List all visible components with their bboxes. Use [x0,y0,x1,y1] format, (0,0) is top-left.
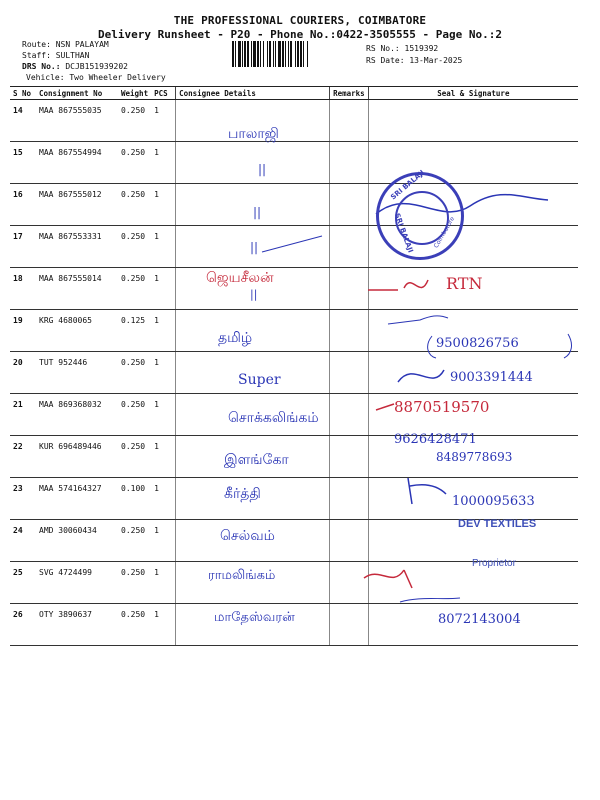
cell-consignment: MAA 867554994 [36,142,118,184]
cell-consignment: MAA 867555014 [36,268,118,310]
cell-pcs: 1 [151,478,176,520]
vehicle-label: Vehicle: Two Wheeler Delivery [26,73,166,82]
cell-weight: 0.250 [118,352,151,394]
runsheet-title: THE PROFESSIONAL COURIERS, COIMBATORE [173,14,427,27]
consignee-handwriting-24: செல்வம் [220,528,275,544]
cell-consignment: MAA 867555012 [36,184,118,226]
cell-consignment: OTY 3890637 [36,604,118,646]
cell-weight: 0.250 [118,394,151,436]
rs-date: RS Date: 13-Mar-2025 [366,56,463,65]
cell-sno: 14 [10,100,36,142]
cell-consignment: MAA 867555035 [36,100,118,142]
col-weight: Weight [118,87,151,100]
runsheet-subtitle: Delivery Runsheet - P20 - Phone No.:0422-3505555 - Page No.:2 [98,28,502,41]
cell-pcs: 1 [151,520,176,562]
phone-handwriting-22b: 8489778693 [436,450,513,464]
route-label: Route: NSN PALAYAM [22,40,109,49]
seal-ring-text: SRI BALAJI [389,168,427,202]
ditto-mark-17: || [250,240,259,254]
cell-consignment: AMD 30060434 [36,520,118,562]
cell-weight: 0.250 [118,520,151,562]
seal-ring-city-text: Coimbatore [432,215,457,250]
phone-handwriting-20: 9003391444 [450,370,533,385]
cell-consignment: KRG 4680065 [36,310,118,352]
cell-weight: 0.250 [118,184,151,226]
cell-pcs: 1 [151,394,176,436]
shop-seal-stamp [376,168,464,260]
phone-handwriting-21: 8870519570 [394,398,490,416]
col-consignment: Consignment No [36,87,118,100]
stamp-textiles: DEV TEXTILES [458,518,537,530]
col-pcs: PCS [151,87,176,100]
cell-pcs: 1 [151,310,176,352]
cell-sno: 25 [10,562,36,604]
phone-handwriting-26: 8072143004 [438,612,521,627]
phone-handwriting-19: 9500826756 [436,336,519,351]
col-consignee: Consignee Details [176,87,330,100]
red-sign-25 [364,570,412,588]
cell-sno: 19 [10,310,36,352]
col-sno: S No [10,87,36,100]
consignee-handwriting-14: பாலாஜி [228,126,279,142]
consignee-stroke-17 [262,236,322,252]
cell-consignment: SVG 4724499 [36,562,118,604]
cell-pcs: 1 [151,352,176,394]
phone-handwriting-23: 1000095633 [452,494,535,509]
seal-ring-side-text: SRI BALAJI [392,212,415,254]
cell-consignment: MAA 869368032 [36,394,118,436]
ditto-mark-15: || [258,162,267,176]
cell-sno: 21 [10,394,36,436]
remark-rtn: RTN [446,274,483,293]
cell-pcs: 1 [151,562,176,604]
stamp-proprietor: Proprietor [472,558,516,569]
consignee-handwriting-20: Super [238,372,281,388]
red-sign-18 [404,280,428,288]
phone-handwriting-22a: 9626428471 [394,432,477,447]
cell-weight: 0.250 [118,142,151,184]
consignee-handwriting-25: ராமலிங்கம் [208,568,276,583]
cell-sno: 22 [10,436,36,478]
cell-pcs: 1 [151,142,176,184]
cell-consignment: MAA 574164327 [36,478,118,520]
cell-consignment: TUT 952446 [36,352,118,394]
cell-sno: 16 [10,184,36,226]
cell-sno: 24 [10,520,36,562]
consignee-handwriting-21: சொக்கலிங்கம் [228,410,319,426]
drs-value: DCJB151939202 [65,62,128,71]
cell-pcs: 1 [151,184,176,226]
col-remarks: Remarks [330,87,369,100]
staff-label: Staff: SULTHAN [22,51,90,60]
rs-number: RS No.: 1519392 [366,44,439,53]
cell-weight: 0.250 [118,562,151,604]
cell-weight: 0.250 [118,268,151,310]
cell-sno: 15 [10,142,36,184]
cell-weight: 0.250 [118,604,151,646]
ditto-mark-16: || [253,205,262,219]
cell-sno: 18 [10,268,36,310]
consignee-handwriting-26: மாதேஸ்வரன் [214,610,295,625]
cell-pcs: 1 [151,268,176,310]
cell-sno: 26 [10,604,36,646]
sign-19 [388,316,448,324]
cell-sno: 20 [10,352,36,394]
cell-weight: 0.250 [118,436,151,478]
drs-label: DRS No.: [22,62,61,71]
col-seal: Seal & Signature [368,87,578,100]
cell-weight: 0.125 [118,310,151,352]
cell-weight: 0.100 [118,478,151,520]
cell-weight: 0.250 [118,226,151,268]
ditto-mark-18: || [250,288,258,301]
consignee-handwriting-22: இளங்கோ [224,452,289,468]
cell-sno: 23 [10,478,36,520]
sign-21 [376,404,394,410]
cell-pcs: 1 [151,604,176,646]
cell-weight: 0.250 [118,100,151,142]
cell-pcs: 1 [151,226,176,268]
cell-consignment: MAA 867553331 [36,226,118,268]
sign-20 [398,370,444,382]
cell-pcs: 1 [151,436,176,478]
sign-23 [408,478,446,504]
sign-26 [400,598,460,602]
consignee-handwriting-23: கீர்த்தி [224,486,261,502]
cell-sno: 17 [10,226,36,268]
consignee-handwriting-18: ஜெயசீலன் [206,270,274,286]
phone-bracket-19 [428,334,572,358]
cell-pcs: 1 [151,100,176,142]
cell-consignment: KUR 696489446 [36,436,118,478]
consignee-handwriting-19: தமிழ் [218,330,253,346]
